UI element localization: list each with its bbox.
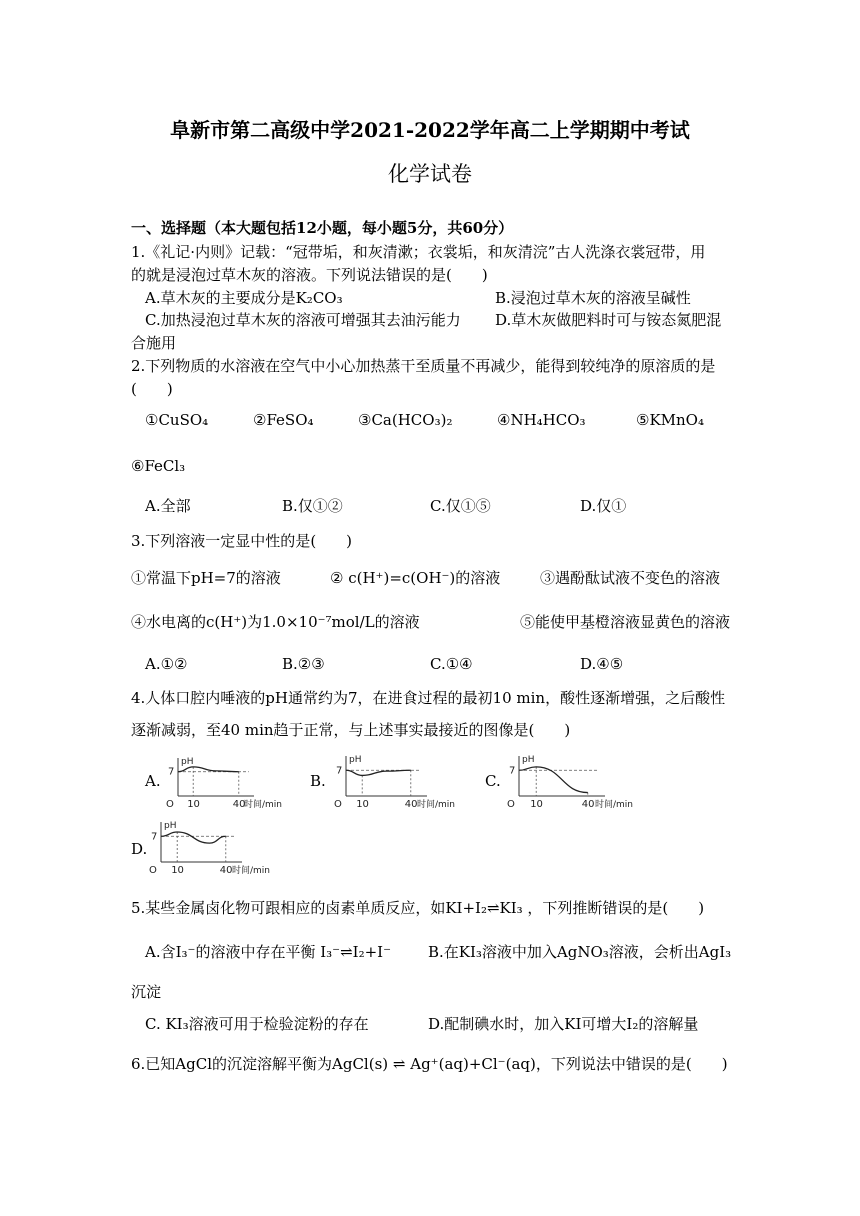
y-axis-label: pH: [164, 821, 177, 831]
q2-item-2: ②FeSO₄: [253, 411, 314, 429]
q2-item-5: ⑤KMnO₄: [636, 411, 704, 429]
origin-label: O: [166, 799, 174, 810]
q3-item-4: ④水电离的c(H⁺)为1.0×10⁻⁷mol/L的溶液: [131, 613, 420, 631]
y-axis-label: pH: [349, 755, 362, 765]
q5-option-d: D.配制碘水时，加入KI可增大I₂的溶解量: [428, 1015, 699, 1033]
q2-item-3: ③Ca(HCO₃)₂: [358, 411, 453, 429]
y-tick-label: 7: [509, 765, 516, 777]
x-tick-label: 10: [171, 865, 184, 876]
q2-option-a: A.全部: [145, 497, 191, 515]
x-axis-label: 时间/min: [595, 800, 634, 810]
q3-item-2: ② c(H⁺)=c(OH⁻)的溶液: [330, 569, 501, 587]
q3-stem: 3.下列溶液一定显中性的是( ): [131, 532, 353, 550]
exam-subtitle: 化学试卷: [388, 162, 472, 186]
q1-stem-line2: 的就是浸泡过草木灰的溶液。下列说法错误的是( ): [131, 266, 488, 284]
series-line: [346, 770, 411, 775]
q5-option-a: A.含I₃⁻的溶液中存在平衡 I₃⁻⇌I₂+I⁻: [145, 943, 391, 961]
q5-option-b: B.在KI₃溶液中加入AgNO₃溶液，会析出AgI₃: [428, 943, 732, 961]
x-axis-label: 时间/min: [244, 800, 283, 810]
q2-option-d: D.仅①: [580, 497, 627, 515]
x-tick-label: 40: [581, 799, 595, 810]
q4-choice-label-d: D.: [131, 840, 148, 858]
q4-choice-label-b: B.: [310, 772, 326, 790]
q3-item-3: ③遇酚酞试液不变色的溶液: [540, 569, 721, 587]
q5-option-b-cont: 沉淀: [131, 983, 162, 1001]
q1-option-b: B.浸泡过草木灰的溶液呈碱性: [495, 289, 691, 307]
q4-stem-line1: 4.人体口腔内唾液的pH通常约为7，在进食过程的最初10 min，酸性逐渐增强，之后酸性: [131, 689, 726, 707]
q6-stem: 6.已知AgCl的沉淀溶解平衡为AgCl(s) ⇌ Ag⁺(aq)+Cl⁻(aq)，下列说法中错误的是( ): [131, 1055, 728, 1073]
q2-option-c: C.仅①⑤: [430, 497, 491, 515]
y-axis-label: pH: [522, 755, 535, 765]
q5-stem: 5.某些金属卤化物可跟相应的卤素单质反应，如KI+I₂⇌KI₃ ，下列推断错误的是( ): [131, 899, 705, 917]
x-tick-label: 40: [219, 865, 233, 876]
origin-label: O: [149, 865, 157, 876]
q2-option-b: B.仅①②: [282, 497, 343, 515]
q4-choice-label-a: A.: [145, 772, 161, 790]
series-line: [178, 767, 239, 772]
q3-item-1: ①常温下pH=7的溶液: [131, 569, 281, 587]
y-axis-label: pH: [181, 757, 194, 767]
q1-stem-line1: 1.《礼记·内则》记载：“冠带垢，和灰清漱；衣裳垢，和灰清浣”古人洗涤衣裳冠带，用: [131, 243, 706, 261]
q3-item-5: ⑤能使甲基橙溶液显黄色的溶液: [520, 613, 731, 631]
q4-choice-label-c: C.: [485, 772, 501, 790]
q2-stem-line2: ( ): [131, 380, 173, 398]
q3-option-a: A.①②: [145, 655, 188, 673]
origin-label: O: [334, 799, 342, 810]
x-tick-label: 10: [530, 799, 543, 810]
y-tick-label: 7: [168, 766, 175, 778]
x-tick-label: 10: [356, 799, 369, 810]
x-axis-label: 时间/min: [417, 800, 456, 810]
q5-option-c: C. KI₃溶液可用于检验淀粉的存在: [145, 1015, 369, 1033]
q4-chart-b: [330, 752, 475, 810]
q2-item-6: ⑥FeCl₃: [131, 457, 186, 475]
q4-chart-c: [503, 752, 653, 810]
y-tick-label: 7: [336, 765, 343, 777]
q2-stem-line1: 2.下列物质的水溶液在空气中小心加热蒸干至质量不再减少，能得到较纯净的原溶质的是: [131, 357, 716, 375]
q1-option-a: A.草木灰的主要成分是K₂CO₃: [145, 289, 343, 307]
q3-option-b: B.②③: [282, 655, 325, 673]
q3-option-d: D.④⑤: [580, 655, 624, 673]
q2-item-1: ①CuSO₄: [145, 411, 209, 429]
q1-option-d-cont: 合施用: [131, 334, 177, 352]
exam-title: 阜新市第二高级中学2021-2022学年高二上学期期中考试: [170, 118, 690, 142]
q4-stem-line2: 逐渐减弱，至40 min趋于正常，与上述事实最接近的图像是( ): [131, 721, 571, 739]
q1-option-d: D.草木灰做肥料时可与铵态氮肥混: [495, 311, 722, 329]
origin-label: O: [507, 799, 515, 810]
section-heading: 一、选择题（本大题包括12小题，每小题5分，共60分）: [131, 219, 514, 237]
q1-option-c: C.加热浸泡过草木灰的溶液可增强其去油污能力: [145, 311, 461, 329]
q4-chart-a: [162, 754, 302, 810]
y-tick-label: 7: [151, 831, 158, 843]
x-axis-label: 时间/min: [232, 866, 271, 876]
series-line: [161, 832, 226, 843]
q2-item-4: ④NH₄HCO₃: [497, 411, 586, 429]
series-line: [519, 767, 588, 793]
x-tick-label: 40: [404, 799, 418, 810]
x-tick-label: 10: [187, 799, 200, 810]
q4-chart-d: [145, 818, 290, 876]
x-tick-label: 40: [232, 799, 246, 810]
q3-option-c: C.①④: [430, 655, 473, 673]
